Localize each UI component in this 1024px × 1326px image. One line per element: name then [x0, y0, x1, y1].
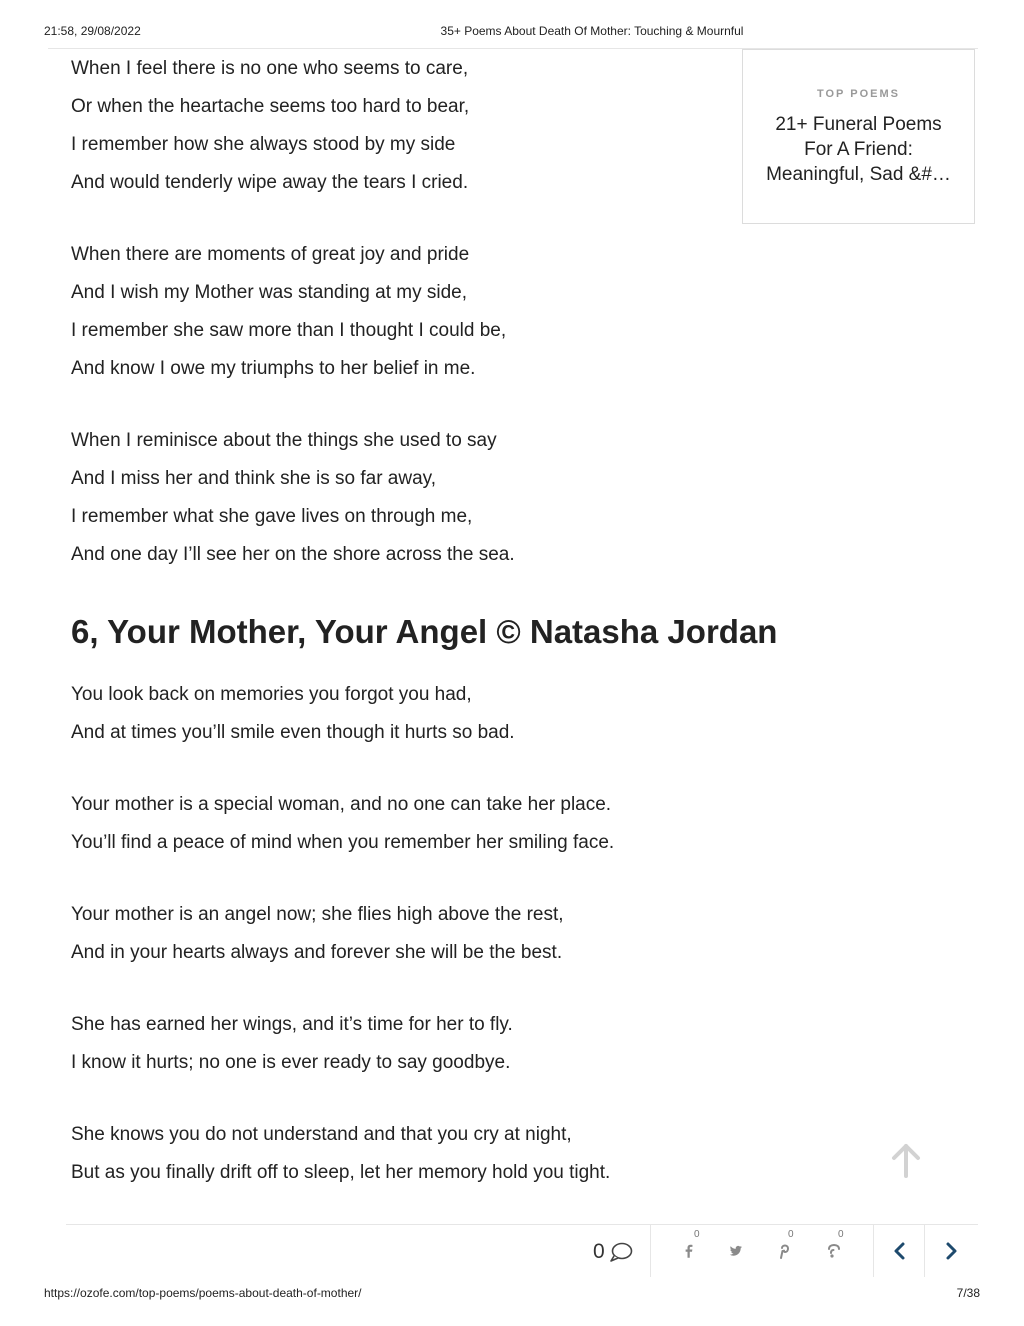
stanza	[71, 422, 731, 574]
poem-line: Or when the heartache seems too hard to bear,	[71, 96, 470, 117]
print-footer	[0, 1286, 1024, 1302]
poem-line: And I wish my Mother was standing at my side,	[71, 282, 467, 303]
facebook-share-count: 0	[694, 1229, 700, 1240]
poem-line: And at times you’ll smile even though it hurts so bad.	[71, 722, 515, 743]
comment-icon	[609, 1241, 633, 1263]
poem-line: And I miss her and think she is so far away,	[71, 468, 437, 489]
poem-heading: 6, Your Mother, Your Angel © Natasha Jordan	[71, 613, 778, 650]
print-document-title: 35+ Poems About Death Of Mother: Touching & Mournful	[440, 24, 744, 38]
poem-line: You look back on memories you forgot you had,	[71, 684, 472, 705]
poem-line: I remember she saw more than I thought I could be,	[71, 320, 507, 341]
article-body	[71, 50, 778, 1226]
poem-line: She knows you do not understand and that you cry at night,	[71, 1124, 572, 1145]
reddit-icon	[822, 1239, 846, 1263]
poem-line: And know I owe my triumphs to her belief in me.	[71, 358, 476, 379]
stanza	[71, 676, 731, 752]
poem-line: You’ll find a peace of mind when you remember her smiling face.	[71, 832, 615, 853]
nav-divider	[873, 1225, 874, 1277]
poem-line: And in your hearts always and forever she will be the best.	[71, 942, 563, 963]
poem-line: I know it hurts; no one is ever ready to say goodbye.	[71, 1052, 511, 1073]
stanza	[71, 236, 731, 388]
poem-line: I remember how she always stood by my side	[71, 134, 456, 155]
poem-line: Your mother is a special woman, and no one can take her place.	[71, 794, 612, 815]
stanza	[71, 896, 731, 972]
print-header	[0, 24, 1024, 40]
reddit-share-count: 0	[838, 1229, 844, 1240]
poem-line: But as you finally drift off to sleep, let her memory hold you tight.	[71, 1162, 611, 1183]
top-poems-widget	[742, 49, 975, 224]
share-divider	[650, 1225, 651, 1277]
chevron-right-icon	[939, 1239, 963, 1263]
pinterest-share-button[interactable]	[772, 1229, 796, 1263]
previous-post-button[interactable]	[888, 1239, 912, 1263]
print-url: https://ozofe.com/top-poems/poems-about-death-of-mother/	[44, 1286, 362, 1300]
poem-line: And one day I’ll see her on the shore across the sea.	[71, 544, 515, 565]
reddit-share-button[interactable]	[822, 1229, 846, 1263]
nav-divider	[924, 1225, 925, 1277]
poem-6	[71, 676, 731, 1192]
share-bar	[66, 1224, 978, 1277]
stanza	[71, 1006, 731, 1082]
facebook-icon	[678, 1239, 702, 1263]
facebook-share-button[interactable]	[678, 1229, 702, 1263]
pinterest-icon	[772, 1239, 796, 1263]
comments-button[interactable]	[593, 1239, 633, 1265]
poem-line: And would tenderly wipe away the tears I cried.	[71, 172, 469, 193]
poem-line: When I feel there is no one who seems to care,	[71, 58, 469, 79]
poem-line: She has earned her wings, and it’s time for her to fly.	[71, 1014, 513, 1035]
twitter-icon	[724, 1239, 748, 1263]
chevron-left-icon	[888, 1239, 912, 1263]
top-poem-link[interactable]: 21+ Funeral Poems For A Friend: Meaningful, Sad &#…	[766, 114, 951, 185]
print-timestamp: 21:58, 29/08/2022	[44, 24, 141, 38]
back-to-top-button[interactable]	[884, 1138, 928, 1182]
poem-line: When I reminisce about the things she used to say	[71, 430, 497, 451]
poem-line: When there are moments of great joy and pride	[71, 244, 470, 265]
pinterest-share-count: 0	[788, 1229, 794, 1240]
poem-line: I remember what she gave lives on through me,	[71, 506, 473, 527]
stanza	[71, 786, 731, 862]
comment-count: 0	[593, 1240, 605, 1263]
poem-continued	[71, 50, 731, 574]
poem-line: Your mother is an angel now; she flies high above the rest,	[71, 904, 564, 925]
twitter-share-button[interactable]	[724, 1239, 748, 1263]
arrow-up-icon	[884, 1138, 928, 1182]
next-post-button[interactable]	[939, 1239, 963, 1263]
stanza	[71, 1116, 731, 1192]
stanza	[71, 50, 731, 202]
widget-eyebrow: TOP POEMS	[816, 88, 900, 100]
print-page-number: 7/38	[956, 1286, 980, 1300]
